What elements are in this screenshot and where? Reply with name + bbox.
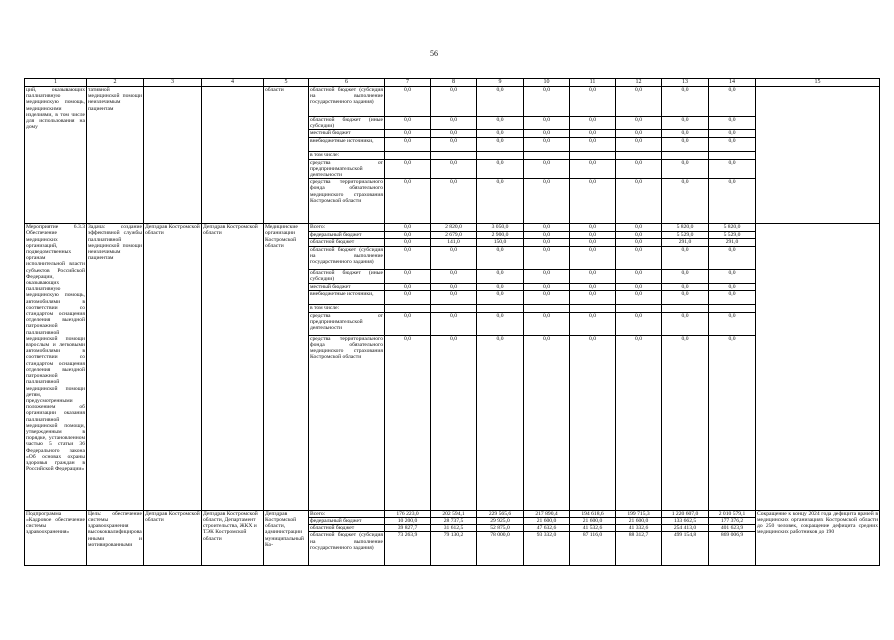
value-cell: 39 827,7 — [385, 525, 431, 532]
value-cell: 499 154,8 — [662, 532, 709, 566]
value-cell: 176 223,0 — [385, 510, 431, 517]
value-cell: 0,0 — [524, 335, 570, 510]
funding-source-label: областной бюджет (иные субсидии) — [310, 269, 383, 282]
value-cell: 0,0 — [709, 312, 756, 335]
value-cell — [477, 152, 524, 159]
value-cell: 0,0 — [477, 335, 524, 510]
value-cell: 0,0 — [709, 159, 756, 179]
funding-source-label: федеральный бюджет — [309, 232, 385, 239]
value-cell: 0,0 — [616, 179, 662, 224]
value-cell: 52 875,0 — [477, 525, 524, 532]
value-cell: 0,0 — [570, 130, 616, 138]
funding-source-label: Всего: — [309, 224, 385, 232]
value-cell: 0,0 — [524, 246, 570, 269]
value-cell: 0,0 — [431, 246, 477, 269]
value-cell: 0,0 — [524, 312, 570, 335]
result-cell: Сокращение к концу 2024 года дефицита врачей в медицинских организациях Костромской области до 250 человек, сокращение дефицита средних медицинских работников до 190 — [756, 510, 880, 566]
cell-col-2: тативной медицинской помощи неизлечимым пациентам — [87, 87, 144, 224]
value-cell: 0,0 — [709, 117, 756, 130]
value-cell — [431, 152, 477, 159]
value-cell: 0,0 — [662, 138, 709, 152]
header-cell: 13 — [662, 79, 709, 87]
value-cell: 0,0 — [477, 87, 524, 117]
value-cell: 2 900,0 — [477, 232, 524, 239]
value-cell: 0,0 — [385, 269, 431, 283]
header-cell: 2 — [87, 79, 144, 87]
value-cell: 0,0 — [524, 283, 570, 290]
value-cell — [709, 152, 756, 159]
value-cell: 0,0 — [570, 335, 616, 510]
value-cell: 2 820,0 — [431, 224, 477, 232]
value-cell: 0,0 — [709, 335, 756, 510]
value-cell: 229 565,6 — [477, 510, 524, 517]
cell-col-4: Депздрав Костромской области, Департамент строительства, ЖКХ и ТЭК Костромской области — [202, 510, 264, 566]
value-cell: 0,0 — [570, 290, 616, 304]
value-cell: 93 332,0 — [524, 532, 570, 566]
value-cell: 0,0 — [385, 312, 431, 335]
value-cell: 0,0 — [616, 312, 662, 335]
header-cell: 10 — [524, 79, 570, 87]
value-cell: 29 925,0 — [477, 518, 524, 525]
value-cell: 199 715,3 — [616, 510, 662, 517]
value-cell — [616, 152, 662, 159]
value-cell: 0,0 — [524, 232, 570, 239]
table-body — [25, 79, 880, 566]
value-cell: 5 820,0 — [709, 224, 756, 232]
value-cell: 0,0 — [662, 290, 709, 304]
value-cell: 0,0 — [616, 283, 662, 290]
value-cell: 0,0 — [385, 239, 431, 246]
header-cell: 1 — [25, 79, 87, 87]
value-cell: 254 413,0 — [662, 525, 709, 532]
value-cell: 0,0 — [477, 179, 524, 224]
funding-source-label: внебюджетные источники, — [309, 290, 385, 304]
value-cell: 0,0 — [662, 179, 709, 224]
value-cell: 0,0 — [524, 290, 570, 304]
value-cell: 79 130,2 — [431, 532, 477, 566]
funding-source-label: средства территориального фонда обязательного медицинского страхования Костромской области — [309, 179, 385, 224]
value-cell: 0,0 — [709, 269, 756, 283]
cell-col-4 — [202, 87, 264, 224]
value-cell: 0,0 — [662, 246, 709, 269]
value-cell: 21 600,0 — [616, 518, 662, 525]
value-cell: 0,0 — [431, 290, 477, 304]
funding-source-label: внебюджетные источники, — [309, 138, 385, 152]
value-cell: 0,0 — [385, 232, 431, 239]
value-cell: 217 890,4 — [524, 510, 570, 517]
budget-table — [24, 78, 880, 566]
cell-col-4: Депздрав Костромской области — [202, 224, 264, 511]
value-cell: 0,0 — [385, 246, 431, 269]
value-cell: 0,0 — [385, 117, 431, 130]
value-cell: 0,0 — [570, 312, 616, 335]
value-cell: 0,0 — [385, 159, 431, 179]
value-cell: 0,0 — [431, 138, 477, 152]
value-cell: 0,0 — [477, 269, 524, 283]
value-cell: 0,0 — [385, 290, 431, 304]
value-cell: 0,0 — [524, 138, 570, 152]
value-cell: 0,0 — [431, 335, 477, 510]
value-cell: 0,0 — [616, 138, 662, 152]
value-cell: 0,0 — [570, 179, 616, 224]
value-cell — [385, 304, 431, 312]
result-cell — [756, 224, 880, 511]
value-cell: 0,0 — [385, 138, 431, 152]
value-cell: 0,0 — [662, 159, 709, 179]
cell-col-1: Мероприятие 6.3.3 Обеспечение медицинских организаций, подведомственных органам исполнительной власти субъектов Российской Федерации, оказывающих паллиативную медицинскую помощь, автомобилями в соответствии со стандартом оснащения отделения выездной патронажной паллиативной медицинской помощи взрослым и легковыми автомобилями в соответствии со стандартом оснащения отделения выездной патронажной паллиативной медицинской помощи детям, предусмотренными положением об организации оказания паллиативной медицинской помощи, утвержденным в порядке, установленном частью 5 статьи 36 Федерального закона «Об основах охраны здоровья граждан в Российской Федерации» — [25, 224, 87, 511]
header-row — [25, 79, 880, 87]
value-cell — [662, 304, 709, 312]
value-cell: 141,0 — [431, 239, 477, 246]
value-cell: 21 600,0 — [524, 518, 570, 525]
value-cell: 0,0 — [431, 159, 477, 179]
value-cell — [570, 304, 616, 312]
value-cell: 0,0 — [616, 290, 662, 304]
value-cell: 0,0 — [477, 159, 524, 179]
value-cell: 0,0 — [385, 130, 431, 138]
value-cell: 0,0 — [385, 335, 431, 510]
value-cell: 0,0 — [662, 312, 709, 335]
value-cell: 0,0 — [570, 269, 616, 283]
value-cell: 3 050,0 — [477, 224, 524, 232]
value-cell: 0,0 — [570, 159, 616, 179]
table-row — [25, 510, 880, 517]
value-cell: 0,0 — [524, 179, 570, 224]
value-cell: 1 220 607,0 — [662, 510, 709, 517]
header-cell: 3 — [144, 79, 202, 87]
header-cell: 7 — [385, 79, 431, 87]
value-cell: 0,0 — [709, 179, 756, 224]
value-cell: 0,0 — [477, 130, 524, 138]
cell-col-1: ций, оказывающих паллиативную медицинскую помощь, медицинскими изделиями, в том числе для использования на дому — [25, 87, 87, 224]
funding-source-label: Всего: — [309, 510, 385, 517]
value-cell: 0,0 — [431, 117, 477, 130]
cell-col-5: Медицинские организации Костромской области — [264, 224, 309, 511]
value-cell: 0,0 — [524, 239, 570, 246]
value-cell: 0,0 — [477, 283, 524, 290]
funding-source-label: областной бюджет — [309, 525, 385, 532]
value-cell: 5 820,0 — [662, 224, 709, 232]
value-cell: 0,0 — [477, 246, 524, 269]
value-cell: 0,0 — [385, 283, 431, 290]
funding-source-label: областной бюджет (субсидия на выполнение государственного задания) — [309, 246, 385, 269]
value-cell: 0,0 — [616, 239, 662, 246]
value-cell: 0,0 — [570, 224, 616, 232]
value-cell: 291,0 — [662, 239, 709, 246]
value-cell — [570, 152, 616, 159]
value-cell: 0,0 — [662, 335, 709, 510]
value-cell: 0,0 — [616, 246, 662, 269]
header-cell: 14 — [709, 79, 756, 87]
value-cell: 2 679,0 — [431, 232, 477, 239]
value-cell: 0,0 — [616, 87, 662, 117]
funding-source-label: областной бюджет (субсидия на выполнение государственного задания) — [309, 532, 385, 566]
value-cell: 87 116,0 — [570, 532, 616, 566]
value-cell: 0,0 — [616, 159, 662, 179]
value-cell: 869 006,9 — [709, 532, 756, 566]
cell-col-2: Цель: обеспечение системы здравоохранения высококвалифицированными и мотивированными — [87, 510, 144, 566]
value-cell: 0,0 — [662, 87, 709, 117]
value-cell: 150,0 — [477, 239, 524, 246]
result-cell — [756, 87, 880, 224]
value-cell: 0,0 — [709, 138, 756, 152]
funding-source-label: областной бюджет — [309, 239, 385, 246]
value-cell: 0,0 — [570, 246, 616, 269]
value-cell — [431, 304, 477, 312]
header-cell: 8 — [431, 79, 477, 87]
value-cell: 0,0 — [477, 312, 524, 335]
value-cell — [524, 152, 570, 159]
value-cell: 0,0 — [662, 117, 709, 130]
value-cell: 0,0 — [662, 269, 709, 283]
table-row — [25, 87, 880, 117]
funding-source-label: областной бюджет (субсидия на выполнение государственного задания) — [309, 87, 385, 117]
value-cell: 88 312,7 — [616, 532, 662, 566]
value-cell: 78 000,0 — [477, 532, 524, 566]
value-cell: 133 662,5 — [662, 518, 709, 525]
cell-col-3: Депздрав Костромской области — [144, 510, 202, 566]
value-cell: 10 200,0 — [385, 518, 431, 525]
value-cell: 401 623,9 — [709, 525, 756, 532]
value-cell: 0,0 — [570, 239, 616, 246]
funding-source-label: областной бюджет (иные субсидии) — [310, 117, 383, 130]
value-cell: 0,0 — [570, 283, 616, 290]
value-cell: 0,0 — [570, 138, 616, 152]
value-cell — [709, 304, 756, 312]
funding-source-label: средства от предпринимательской деятельности — [310, 159, 383, 179]
value-cell: 0,0 — [524, 269, 570, 283]
value-cell: 0,0 — [709, 246, 756, 269]
value-cell: 41 532,6 — [570, 525, 616, 532]
value-cell: 0,0 — [662, 130, 709, 138]
value-cell — [662, 152, 709, 159]
value-cell: 0,0 — [570, 232, 616, 239]
funding-source-label: федеральный бюджет — [309, 518, 385, 525]
value-cell: 0,0 — [524, 159, 570, 179]
value-cell: 0,0 — [524, 87, 570, 117]
value-cell: 5 529,0 — [662, 232, 709, 239]
cell-col-5: области — [264, 87, 309, 224]
value-cell: 0,0 — [385, 224, 431, 232]
value-cell: 0,0 — [431, 269, 477, 283]
value-cell: 0,0 — [524, 130, 570, 138]
value-cell: 0,0 — [709, 130, 756, 138]
funding-source-label: средства от предпринимательской деятельности — [309, 312, 385, 335]
value-cell: 5 529,0 — [709, 232, 756, 239]
value-cell: 0,0 — [570, 87, 616, 117]
cell-col-3 — [144, 87, 202, 224]
header-cell: 6 — [309, 79, 385, 87]
value-cell: 0,0 — [431, 130, 477, 138]
value-cell — [477, 304, 524, 312]
funding-source-label: в том числе: — [309, 152, 385, 159]
value-cell: 31 612,5 — [431, 525, 477, 532]
value-cell: 0,0 — [616, 269, 662, 283]
value-cell — [385, 152, 431, 159]
value-cell: 0,0 — [431, 87, 477, 117]
value-cell: 41 332,6 — [616, 525, 662, 532]
value-cell — [616, 304, 662, 312]
value-cell — [524, 304, 570, 312]
value-cell: 0,0 — [524, 117, 570, 130]
table-row — [25, 224, 880, 232]
header-cell: 9 — [477, 79, 524, 87]
header-cell: 5 — [264, 79, 309, 87]
value-cell: 194 618,6 — [570, 510, 616, 517]
cell-col-3: Депздрав Костромской области — [144, 224, 202, 511]
value-cell: 28 737,5 — [431, 518, 477, 525]
value-cell: 202 594,1 — [431, 510, 477, 517]
value-cell: 2 010 579,1 — [709, 510, 756, 517]
value-cell: 0,0 — [477, 290, 524, 304]
value-cell: 0,0 — [709, 87, 756, 117]
funding-source-label: средства территориального фонда обязательного медицинского страхования Костромской области — [309, 335, 385, 510]
value-cell: 177 376,2 — [709, 518, 756, 525]
cell-col-2: Задача: создание эффективной службы паллиативной медицинской помощи неизлечимым пациентам — [87, 224, 144, 511]
value-cell: 0,0 — [616, 117, 662, 130]
funding-source-label: в том числе: — [309, 304, 385, 312]
value-cell: 47 632,6 — [524, 525, 570, 532]
value-cell: 0,0 — [662, 283, 709, 290]
value-cell: 0,0 — [709, 290, 756, 304]
cell-col-1: Подпрограмма «Кадровое обеспечение системы здравоохранения» — [25, 510, 87, 566]
header-cell: 12 — [616, 79, 662, 87]
value-cell: 0,0 — [385, 179, 431, 224]
value-cell: 0,0 — [431, 283, 477, 290]
value-cell: 0,0 — [616, 224, 662, 232]
header-cell: 4 — [202, 79, 264, 87]
value-cell: 21 600,0 — [570, 518, 616, 525]
value-cell: 0,0 — [616, 335, 662, 510]
funding-source-label: местный бюджет — [309, 283, 385, 290]
value-cell: 291,0 — [709, 239, 756, 246]
header-cell: 11 — [570, 79, 616, 87]
page-number: 56 — [430, 49, 438, 58]
value-cell: 0,0 — [524, 224, 570, 232]
value-cell: 73 263,9 — [385, 532, 431, 566]
value-cell: 0,0 — [431, 312, 477, 335]
value-cell: 0,0 — [709, 283, 756, 290]
cell-col-5: Депздрав Костромской области, администрации муниципальный Ко- — [264, 510, 309, 566]
value-cell: 0,0 — [616, 130, 662, 138]
value-cell: 0,0 — [570, 117, 616, 130]
value-cell: 0,0 — [477, 117, 524, 130]
value-cell: 0,0 — [431, 179, 477, 224]
value-cell: 0,0 — [385, 87, 431, 117]
header-cell: 15 — [756, 79, 880, 87]
funding-source-label: местный бюджет — [309, 130, 385, 138]
value-cell: 0,0 — [616, 232, 662, 239]
value-cell: 0,0 — [477, 138, 524, 152]
